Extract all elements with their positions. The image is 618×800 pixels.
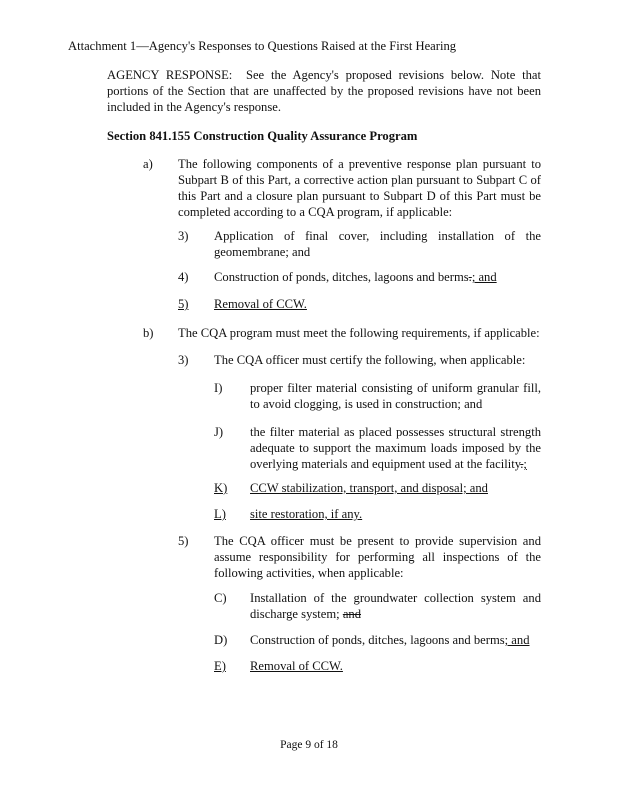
inserted-text: ; and xyxy=(471,270,497,284)
subsection-a-text: The following components of a preventive response plan pursuant to Subpart B of this Part, a corrective action plan pursuant to Subpart C of this Part and a closure plan pursuant to Subpart D of this Part must be completed according to a CQA program, if applicable: xyxy=(178,157,541,219)
item-label: D) xyxy=(214,633,228,647)
item-label: C) xyxy=(214,591,227,605)
subsection-a-label: a) xyxy=(143,157,153,171)
subsection-b-label: b) xyxy=(143,326,154,340)
inserted-text: Removal of CCW. xyxy=(214,297,307,311)
deleted-text: . xyxy=(468,270,472,284)
agency-response xyxy=(107,67,541,115)
page-number: Page 9 of 18 xyxy=(280,739,338,751)
deleted-text: and xyxy=(342,607,361,621)
agency-response-label: AGENCY RESPONSE: xyxy=(107,68,233,82)
item-text xyxy=(250,632,530,648)
item-label: 4) xyxy=(178,270,189,284)
inserted-text: ; xyxy=(523,457,527,471)
section-title: Section 841.155 Construction Quality Assurance Program xyxy=(107,129,418,143)
item-label: 3) xyxy=(178,229,189,243)
item-text: Application of final cover, including installation of the geomembrane; and xyxy=(214,229,541,259)
item-label: 5) xyxy=(178,297,189,311)
item-text-body: Construction of ponds, ditches, lagoons and berms xyxy=(250,633,505,647)
page-header: Attachment 1—Agency's Responses to Questions Raised at the First Hearing xyxy=(68,39,457,53)
item-text: The CQA officer must be present to provide supervision and assume responsibility for performing all inspections of the following activities, when applicable: xyxy=(214,534,541,580)
item-label: 3) xyxy=(178,353,189,367)
item-label: L) xyxy=(214,507,226,521)
subsection-b-text: The CQA program must meet the following requirements, if applicable: xyxy=(178,326,540,340)
item-text xyxy=(214,269,497,285)
deleted-text: . xyxy=(520,457,524,471)
inserted-text: Removal of CCW. xyxy=(250,659,343,673)
item-text-body: Installation of the groundwater collection system and discharge system; xyxy=(250,591,541,621)
item-text xyxy=(250,590,541,622)
inserted-text: CCW stabilization, transport, and disposal; and xyxy=(250,481,488,495)
item-text: proper filter material consisting of uniform granular fill, to avoid clogging, is used in construction; and xyxy=(250,381,541,411)
item-label: K) xyxy=(214,481,228,495)
item-text-body: the filter material as placed possesses structural strength adequate to support the maximum loads imposed by the overlying materials and equipment used at the facility xyxy=(250,425,541,471)
agency-response-text: See the Agency's proposed revisions below. Note that portions of the Section that are unaffected by the proposed revisions have not been included in the Agency's response. xyxy=(107,68,541,114)
inserted-text: site restoration, if any. xyxy=(250,507,363,521)
inserted-text: ; and xyxy=(504,633,530,647)
item-text xyxy=(250,424,541,472)
item-text: The CQA officer must certify the following, when applicable: xyxy=(214,353,526,367)
item-label: 5) xyxy=(178,534,189,548)
item-label: E) xyxy=(214,659,226,673)
item-text-body: Construction of ponds, ditches, lagoons and berms xyxy=(214,270,469,284)
item-label: J) xyxy=(214,425,224,439)
item-label: I) xyxy=(214,381,223,395)
